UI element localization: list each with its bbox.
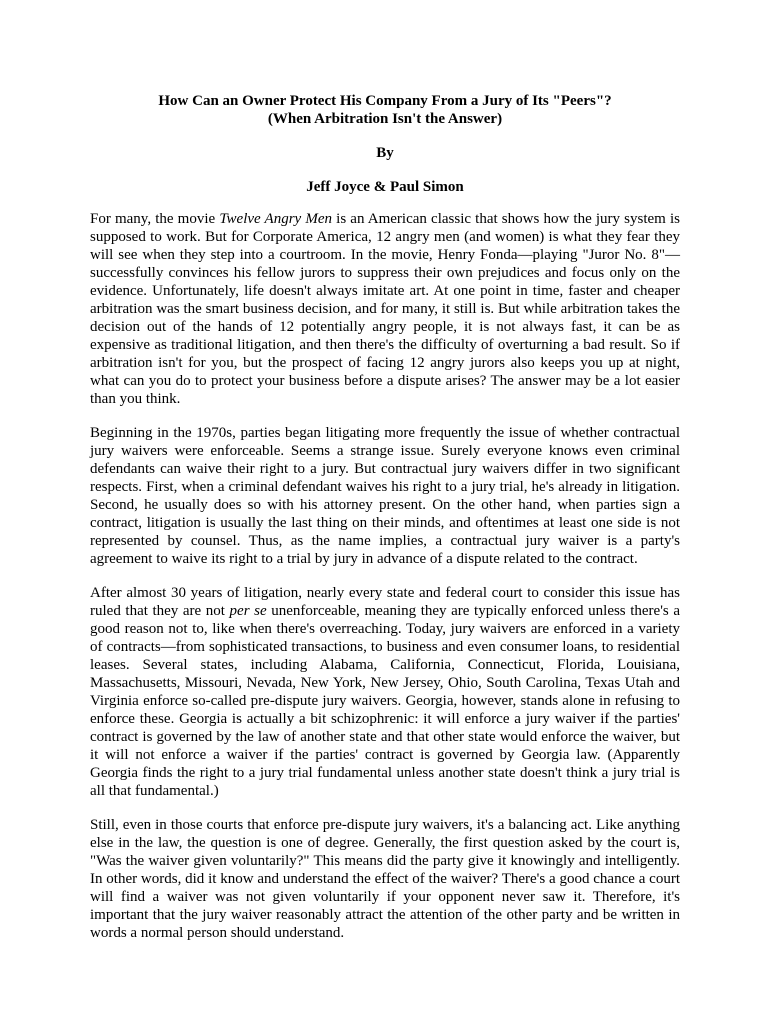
paragraph-1 [90, 210, 680, 408]
title-line-1: How Can an Owner Protect His Company From a Jury of Its "Peers"? [158, 93, 612, 109]
authors: Jeff Joyce & Paul Simon [306, 179, 464, 195]
paragraph-4: Still, even in those courts that enforce pre-dispute jury waivers, it's a balancing act. Like anything else in the law, the question is one of degree. Generally, the first question asked by the court is, "Was the waiver given voluntarily?" This means did the party give it knowingly and intelligently. In other words, did it know and understand the effect of the waiver? There's a good chance a court will find a waiver was not given voluntarily if your opponent never saw it. Therefore, it's important that the jury waiver reasonably attract the attention of the other party and be written in words a normal person should understand. [90, 817, 680, 941]
article-title [90, 92, 680, 128]
paragraph-1-pre: For many, the movie [90, 211, 220, 227]
document-page [90, 92, 680, 942]
paragraph-2: Beginning in the 1970s, parties began litigating more frequently the issue of whether contractual jury waivers were enforceable. Seems a strange issue. Surely everyone knows even criminal defendants can waive their right to a jury. But contractual jury waivers differ in two significant respects. First, when a criminal defendant waives his right to a jury trial, he's already in litigation. Second, he usually does so with his attorney present. On the other hand, when parties sign a contract, litigation is usually the last thing on their minds, and oftentimes at least one side is not represented by counsel. Thus, as the name implies, a contractual jury waiver is a party's agreement to waive its right to a trial by jury in advance of a dispute related to the contract. [90, 425, 680, 567]
title-line-2: (When Arbitration Isn't the Answer) [267, 111, 503, 127]
latin-term: per se [229, 603, 267, 619]
paragraph-3-post: unenforceable, meaning they are typically enforced unless there's a good reason not to, like when there's overreaching. Today, jury waivers are enforced in a variety of contracts—from sophisticated transactions, to business and even consumer loans, to residential leases. Several states, including Alabama, California, Connecticut, Florida, Louisiana, Massachusetts, Missouri, Nevada, New York, New Jersey, Ohio, South Carolina, Texas Utah and Virginia enforce so-called pre-dispute jury waivers. Georgia, however, stands alone in refusing to enforce these. Georgia is actually a bit schizophrenic: it will enforce a jury waiver if the parties' contract is governed by the law of another state and that other state would enforce the waiver, but it will not enforce a waiver if the parties' contract is governed by Georgia law. (Apparently Georgia finds the right to a jury trial fundamental unless another state doesn't think a jury trial is all that fundamental.) [90, 603, 680, 799]
byline-label: By [376, 145, 394, 161]
paragraph-1-post: is an American classic that shows how the jury system is supposed to work. But for Corporate America, 12 angry men (and women) is what they fear they will see when they step into a courtroom. In the movie, Henry Fonda—playing "Juror No. 8"—successfully convinces his fellow jurors to suppress their own prejudices and focus only on the evidence. Unfortunately, life doesn't always imitate art. At one point in time, faster and cheaper arbitration was the smart business decision, and for many, it still is. But while arbitration takes the decision out of the hands of 12 potentially angry people, it is not always fast, it can be as expensive as traditional litigation, and then there's the difficulty of overturning a bad result. So if arbitration isn't for you, but the prospect of facing 12 angry jurors also keeps you up at night, what can you do to protect your business before a dispute arises? The answer may be a lot easier than you think. [90, 211, 680, 407]
paragraph-3-pre: After almost 30 years of litigation, nearly every state and federal court to consider this issue has ruled that they are not [90, 585, 680, 619]
paragraph-3 [90, 584, 680, 800]
movie-title: Twelve Angry Men [219, 211, 333, 227]
